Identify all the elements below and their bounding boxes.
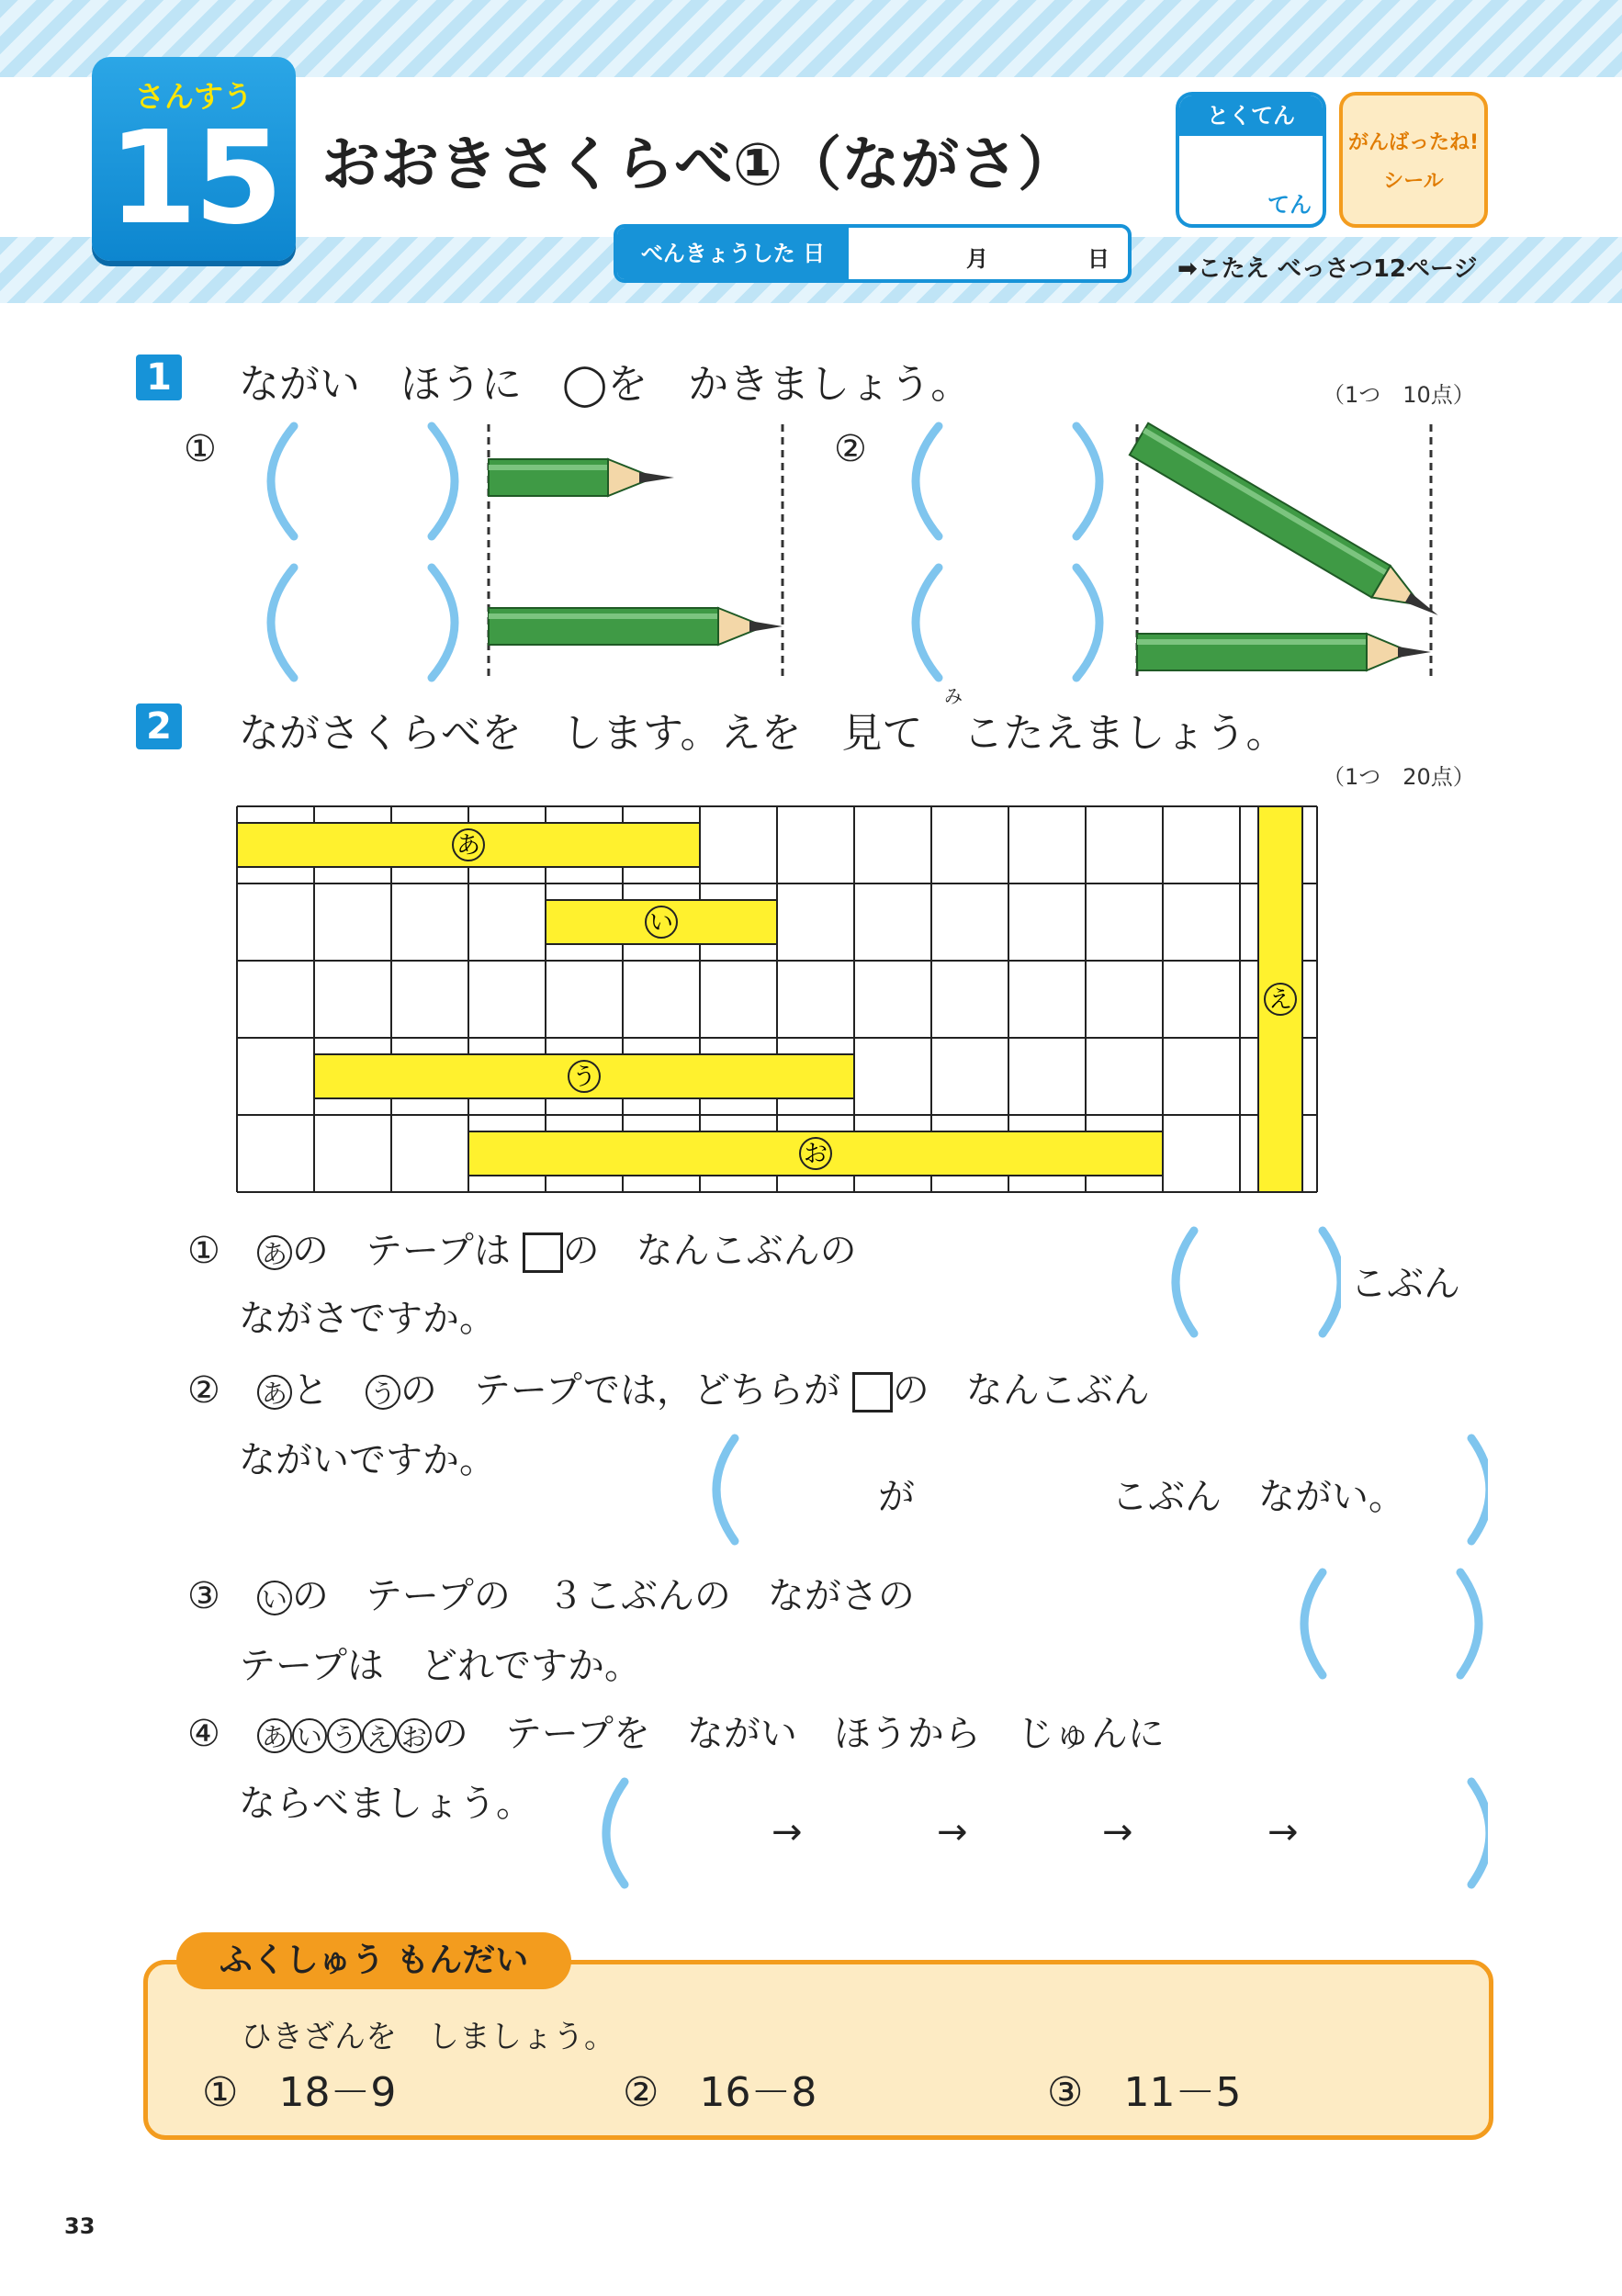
q2-s1-text-b: の なんこぶんの (562, 1230, 857, 1272)
q2-s1-line1 (187, 1221, 857, 1274)
question-1-text: ながい ほうに ◯を かきましょう。 (239, 361, 972, 408)
q2-s1-line2: ながさですか。 (239, 1298, 496, 1340)
question-1-points: （1つ 10点） (1323, 382, 1475, 408)
q2-s2-text-b: の なんこぶん (892, 1369, 1150, 1412)
score-box (1176, 92, 1326, 228)
date-label: べんきょうした 日 (617, 228, 849, 279)
q2-s3-text: の テープの ３こぶんの ながさの (291, 1575, 915, 1617)
review-question-2: ② 16－8 (623, 2069, 817, 2116)
pencil-short (489, 459, 674, 496)
order-arrow: → (1102, 1811, 1133, 1853)
answer-paren-left[interactable] (1304, 1572, 1323, 1675)
answer-paren-right[interactable] (1471, 1438, 1488, 1541)
q1-sub2-label: ② (834, 428, 867, 470)
q2-s3-line1 (187, 1567, 915, 1619)
q2-s3-label: ③ (187, 1575, 220, 1617)
answer-paren-left[interactable] (1176, 1231, 1194, 1334)
q2-s1-label: ① (187, 1230, 220, 1272)
q2-s4-line2: ならべましょう。 (239, 1783, 533, 1825)
sticker-label-1: がんばったね! (1347, 131, 1480, 154)
q2-s2-mid: と (291, 1369, 329, 1412)
q2-s2-line1 (187, 1361, 1150, 1413)
q1-sub1-label: ① (184, 428, 217, 470)
answer-paren-right[interactable] (1323, 1231, 1341, 1334)
answer-paren-right-1b[interactable] (432, 568, 455, 678)
tape-symbol: え (362, 1718, 397, 1753)
answer-paren-left-2b[interactable] (916, 568, 939, 678)
q2-s4-line1 (187, 1705, 1165, 1757)
tape-う (314, 1054, 854, 1098)
tape-symbol: い (292, 1718, 327, 1753)
tape-label: い (648, 909, 674, 937)
pencil-horizontal (1137, 634, 1431, 670)
score-label: とくてん (1179, 96, 1323, 136)
lesson-number: 15 (107, 104, 280, 253)
answer-paren-right-2a[interactable] (1076, 426, 1099, 536)
tape-label: あ (456, 832, 481, 860)
answer-paren-left-1a[interactable] (271, 426, 294, 536)
q2-s3-line2: テープは どれですか。 (239, 1645, 641, 1687)
tape-あ (237, 823, 700, 867)
study-date-box (614, 224, 1132, 283)
page-title: おおきさくらべ①（ながさ） (321, 131, 1077, 199)
score-unit: てん (1267, 192, 1312, 218)
pencil-diagonal (1130, 423, 1447, 631)
lesson-badge (92, 57, 296, 261)
review-question-3: ③ 11－5 (1047, 2069, 1242, 2116)
question-1-number: 1 (136, 355, 182, 400)
q2-s1-text-a: の テープは (291, 1230, 511, 1272)
sticker-label-2: シール (1383, 170, 1444, 193)
review-instruction: ひきざんを しましょう。 (241, 2019, 615, 2055)
answer-paren-left-2a[interactable] (916, 426, 939, 536)
tape-label: お (803, 1141, 828, 1168)
order-arrow: → (1267, 1811, 1299, 1853)
q2-s2-line2: ながいですか。 (239, 1439, 496, 1481)
tape-symbol: う (366, 1375, 400, 1410)
answer-paren-right-1a[interactable] (432, 426, 455, 536)
q2-s3-answer-parens (1286, 1567, 1488, 1681)
unit-square (852, 1372, 893, 1412)
review-tag: ふくしゅう もんだい (176, 1932, 571, 1989)
answer-paren-left-1b[interactable] (271, 568, 294, 678)
q2-s2-text-a: の テープでは，どちらが (400, 1369, 841, 1412)
tape-label: う (571, 1064, 597, 1091)
tape-symbol: う (327, 1718, 362, 1753)
tape-い (546, 900, 777, 944)
order-arrow: → (937, 1811, 968, 1853)
tape-symbol: お (397, 1718, 432, 1753)
answer-paren-right[interactable] (1460, 1572, 1479, 1675)
tape-grid-figure (235, 805, 1328, 1196)
pencil-long (489, 608, 783, 645)
q2-s1-answer-suffix: こぶん (1350, 1263, 1460, 1305)
unit-square (523, 1232, 563, 1273)
answer-paren-right[interactable] (1471, 1782, 1488, 1885)
tape-symbol: あ (257, 1235, 292, 1270)
question-2-number: 2 (136, 703, 182, 749)
q2-s4-text: の テープを ながい ほうから じゅんに (431, 1713, 1165, 1755)
order-arrow: → (772, 1811, 803, 1853)
tape-layer (237, 806, 1302, 1192)
answer-paren-left[interactable] (716, 1438, 735, 1541)
sticker-box (1339, 92, 1488, 228)
tape-え (1258, 806, 1302, 1192)
date-month: 月 (966, 246, 988, 272)
q2-s2-answer-ga: が (878, 1476, 915, 1518)
q2-s2-answer-rest: こぶん ながい。 (1111, 1476, 1405, 1518)
review-question-1: ① 18－9 (202, 2069, 397, 2116)
q2-s4-label: ④ (187, 1713, 220, 1755)
answer-paren-left[interactable] (606, 1782, 625, 1885)
tape-label: え (1267, 986, 1293, 1014)
date-day: 日 (1087, 246, 1109, 272)
tape-お (468, 1131, 1163, 1176)
answer-reference: ➡こたえ べっさつ12ページ (1177, 255, 1478, 283)
question-2-text: ながさくらべを します。えを 見て こたえましょう。 (239, 710, 1287, 757)
tape-symbol: あ (257, 1718, 292, 1753)
q2-s4-answer-parens (588, 1776, 1488, 1890)
answer-paren-right-2b[interactable] (1076, 568, 1099, 678)
q2-s1-answer-parens (1157, 1225, 1341, 1339)
q2-s2-label: ② (187, 1369, 220, 1412)
subject-label: さんすう (134, 79, 253, 114)
page-number: 33 (64, 2213, 96, 2239)
tape-symbol: い (257, 1581, 292, 1615)
q1-pencil-figure (0, 404, 1622, 698)
furigana: み (944, 685, 963, 707)
tape-symbol: あ (257, 1375, 292, 1410)
question-2-points: （1つ 20点） (1323, 764, 1475, 790)
